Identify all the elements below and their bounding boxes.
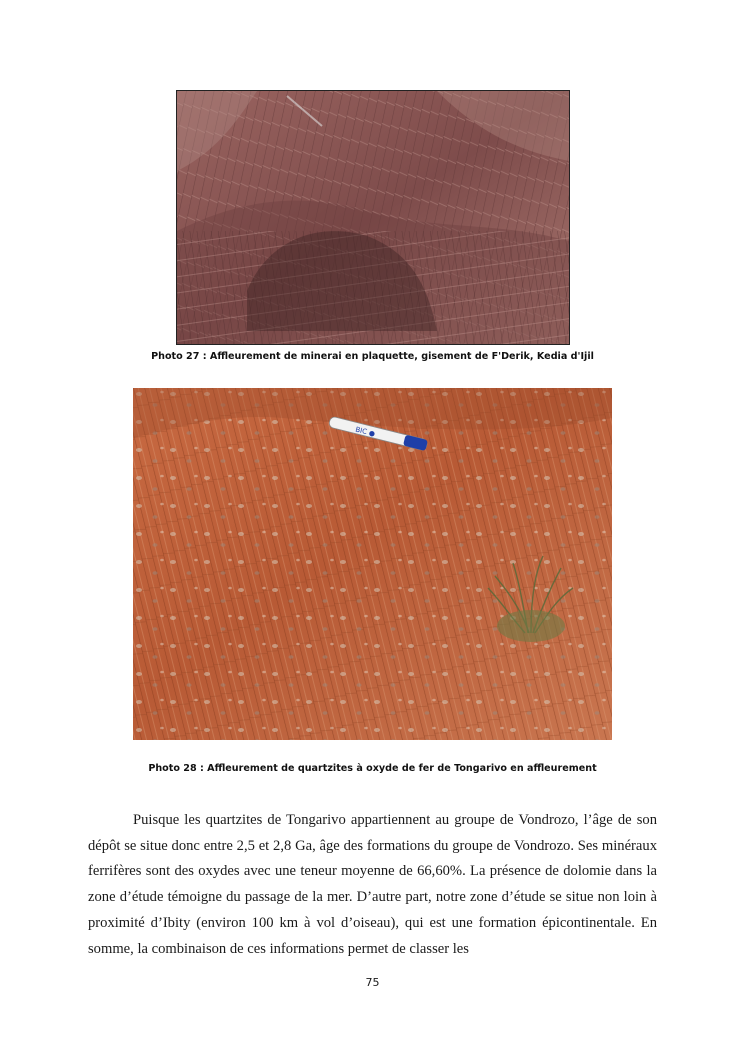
- photo-27-outcrop-image: [176, 90, 570, 345]
- photo-28-caption: Photo 28 : Affleurement de quartzites à oxyde de fer de Tongarivo en affleurement: [148, 763, 597, 774]
- paragraph-text: Puisque les quartzites de Tongarivo appartiennent au groupe de Vondrozo, l’âge de son dépôt se situe donc entre 2,5 et 2,8 Ga, âge des formations du groupe de Vondrozo. Ses minéraux ferrifères sont des oxydes avec une teneur moyenne de 66,60%. La présence de dolomie dans la zone d’étude témoigne du passage de la mer. D’autre part, notre zone d’étude se situe non loin à proximité d’Ibity (environ 100 km à vol d’oiseau), qui est une formation épicontinentale. En somme, la combinaison de ces informations permet de classer les: [88, 812, 657, 957]
- photo-28-outcrop-image: [133, 388, 612, 740]
- page-number: 75: [365, 976, 380, 989]
- body-paragraph: [88, 808, 657, 962]
- pen-label: BIC ●: [354, 425, 376, 439]
- photo-27-caption: Photo 27 : Affleurement de minerai en plaquette, gisement de F'Derik, Kedia d'Ijil: [151, 351, 594, 362]
